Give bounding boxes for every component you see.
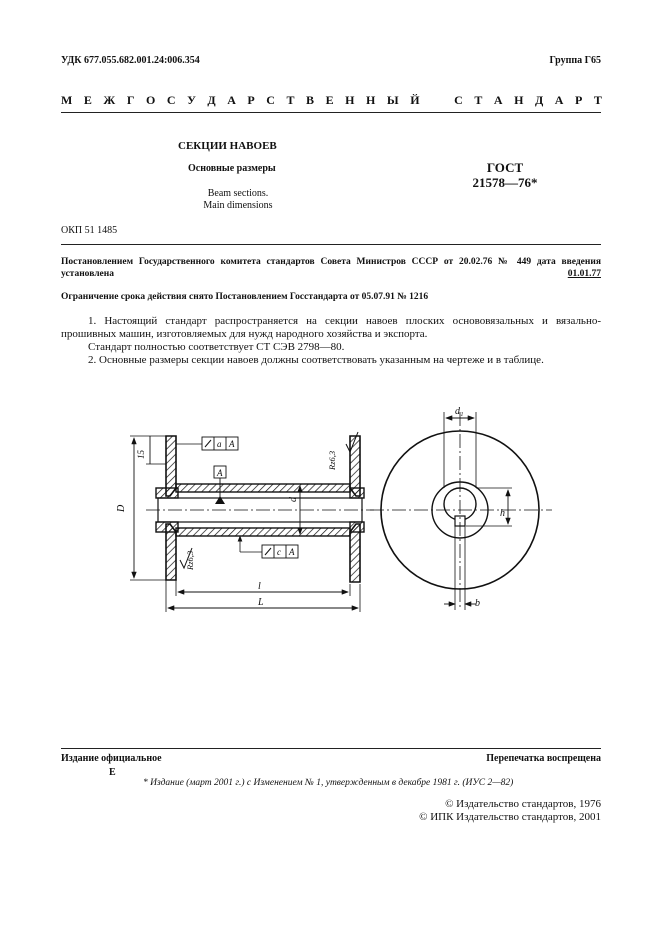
edition-mark: Е bbox=[109, 767, 116, 778]
left-hub-top bbox=[156, 488, 178, 498]
banner-letter: Д bbox=[534, 93, 544, 107]
banner-letter: Т bbox=[286, 93, 295, 107]
banner-letter: Е bbox=[325, 93, 334, 107]
decree-date: 01.01.77 bbox=[567, 269, 601, 279]
banner-letter: В bbox=[306, 93, 315, 107]
banner-letter: Ж bbox=[103, 93, 116, 107]
banner-letter: Й bbox=[410, 93, 420, 107]
side-view bbox=[130, 432, 374, 612]
banner-letter: Ы bbox=[386, 93, 399, 107]
end-view bbox=[370, 412, 552, 610]
label-rz-top: Rz6,3 bbox=[327, 450, 337, 470]
gost-label: ГОСТ bbox=[486, 160, 524, 175]
label-D: D bbox=[116, 504, 127, 512]
label-rz-bottom: Rz6,3 bbox=[185, 550, 195, 570]
banner-letter: Е bbox=[83, 93, 92, 107]
banner-letter: С bbox=[266, 93, 275, 107]
label-d: d bbox=[288, 497, 299, 502]
banner-letter: Т bbox=[593, 93, 602, 107]
paragraph-2: Стандарт полностью соответствует СТ СЭВ 2798—80. bbox=[88, 341, 345, 353]
okp-code: ОКП 51 1485 bbox=[61, 225, 118, 236]
copyright-1976: © Издательство стандартов, 1976 bbox=[445, 798, 601, 810]
banner-letter: О bbox=[145, 93, 156, 107]
banner-letter: Т bbox=[474, 93, 483, 107]
copyright-2001: © ИПК Издательство стандартов, 2001 bbox=[419, 811, 601, 823]
left-hub-bottom bbox=[156, 522, 178, 532]
udk-code: УДК 677.055.682.001.24:006.354 bbox=[61, 55, 200, 66]
tube-wall-bottom bbox=[176, 528, 350, 536]
datum-label: A bbox=[217, 468, 223, 478]
right-hub-bottom bbox=[350, 522, 364, 532]
limit-text: Ограничение срока действия снято Постановлением Госстандарта от 05.07.91 № 1216 bbox=[61, 292, 429, 302]
banner-letter: С bbox=[166, 93, 176, 107]
english-title-line2: Main dimensions bbox=[203, 200, 273, 211]
label-h: h bbox=[500, 508, 505, 519]
tol-top-a: a bbox=[217, 439, 222, 449]
tol-top-ref: A bbox=[229, 439, 235, 449]
banner-letter: М bbox=[61, 93, 73, 107]
reprint-notice: Перепечатка воспрещена bbox=[486, 753, 601, 764]
document-title: СЕКЦИИ НАВОЕВ bbox=[178, 140, 277, 152]
end-view-labels bbox=[455, 406, 505, 609]
document-subtitle: Основные размеры bbox=[188, 163, 276, 174]
gost-code: 21578—76* bbox=[472, 175, 538, 190]
paragraph-1: 1. Настоящий стандарт распространяется на секции навоев плоских основовязальных и вязально-прошивных машин, изготовляемых для нужд народного хозяйства и экспорта. bbox=[61, 315, 601, 340]
tol-bottom-ref: A bbox=[289, 547, 295, 557]
banner-letter: А bbox=[493, 93, 503, 107]
banner-letter: Г bbox=[126, 93, 135, 107]
banner-letter: Н bbox=[345, 93, 355, 107]
decree-body: Постановлением Государственного комитета стандартов Совета Министров СССР от 20.02.76 № 449 дата введения установлена bbox=[61, 257, 601, 279]
label-L: L bbox=[258, 597, 264, 608]
group-code: Группа Г65 bbox=[549, 55, 601, 66]
banner-letter: Р bbox=[574, 93, 583, 107]
right-flange-bottom bbox=[350, 524, 360, 582]
tol-bottom-c: c bbox=[277, 547, 281, 557]
left-flange-top bbox=[166, 436, 176, 496]
label-15: 15 bbox=[136, 450, 146, 459]
edition-note: * Издание (март 2001 г.) с Изменением № 1, утвержденным в декабре 1981 г. (ИУС 2—82) bbox=[143, 778, 514, 788]
banner-letter: Н bbox=[514, 93, 524, 107]
right-flange-top bbox=[350, 436, 360, 496]
label-d1: d₁ bbox=[455, 406, 464, 417]
banner-letter: А bbox=[554, 93, 564, 107]
label-b: b bbox=[475, 598, 480, 609]
label-l: l bbox=[258, 581, 261, 592]
banner-letter: У bbox=[187, 93, 196, 107]
banner-letter: Н bbox=[366, 93, 376, 107]
paragraph-3: 2. Основные размеры секции навоев должны соответствовать указанным на чертеже и в таблице. bbox=[88, 354, 544, 366]
footer-rule bbox=[61, 748, 601, 749]
banner-letter: Р bbox=[247, 93, 255, 107]
banner-letter: Д bbox=[207, 93, 216, 107]
banner-letter: С bbox=[454, 93, 463, 107]
right-hub-top bbox=[350, 488, 364, 498]
english-title-line1: Beam sections. bbox=[207, 188, 269, 199]
banner-letter: А bbox=[227, 93, 236, 107]
official-edition: Издание официальное bbox=[61, 753, 162, 764]
tube-wall-top bbox=[176, 484, 350, 492]
datum-triangle bbox=[215, 496, 225, 504]
